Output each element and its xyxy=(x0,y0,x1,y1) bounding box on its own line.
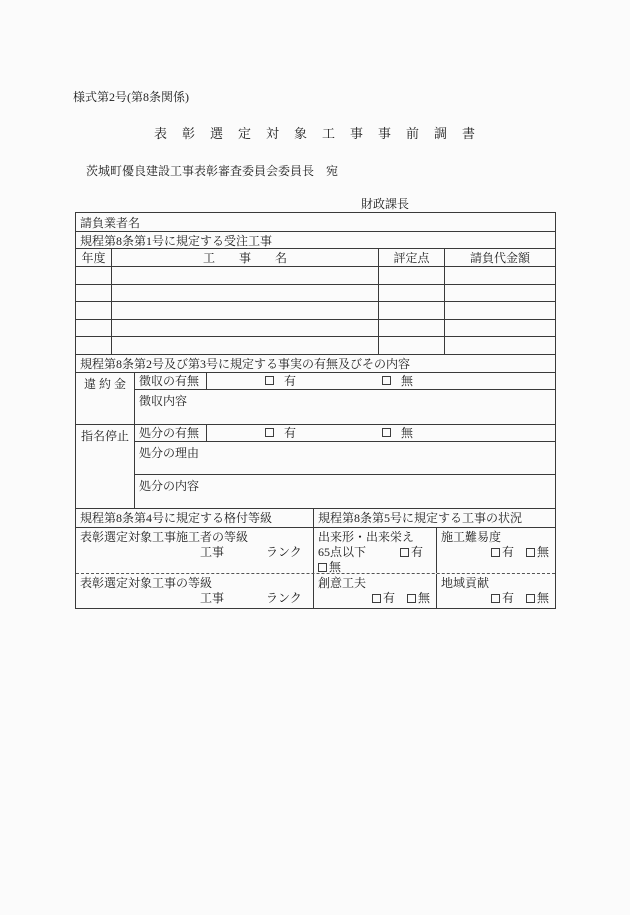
ingenuity-options xyxy=(318,591,436,606)
penalty-no-checkbox-icon[interactable] xyxy=(382,376,391,385)
quality-cell xyxy=(314,528,437,573)
ingenuity-cell xyxy=(314,574,437,608)
work-data-row xyxy=(76,302,555,320)
work-data-row xyxy=(76,285,555,303)
work-data-row xyxy=(76,320,555,338)
difficulty-yes-label: 有 xyxy=(501,544,514,559)
section2-header: 規程第8条第2号及び第3号に規定する事実の有無及びその内容 xyxy=(80,356,411,371)
quality-title: 出来形・出来栄え xyxy=(318,529,415,544)
penalty-detail-row xyxy=(135,390,555,424)
col-header-score: 評定点 xyxy=(379,249,445,266)
addressee-line: 茨城町優良建設工事表彰審査委員会委員長 宛 xyxy=(86,164,339,178)
work-name-cell xyxy=(112,302,379,319)
penalty-yes-option xyxy=(265,373,296,389)
work-name-cell xyxy=(112,267,379,284)
score-cell xyxy=(379,337,445,354)
difficulty-no-checkbox-icon[interactable] xyxy=(526,548,535,557)
main-form-table xyxy=(75,212,556,609)
community-no-checkbox-icon[interactable] xyxy=(526,594,535,603)
difficulty-yes-option xyxy=(491,545,514,560)
community-yes-label: 有 xyxy=(501,590,514,605)
ingenuity-yes-checkbox-icon[interactable] xyxy=(372,594,381,603)
quality-yes-label: 有 xyxy=(410,544,423,559)
ingenuity-no-option xyxy=(407,591,430,606)
difficulty-yes-checkbox-icon[interactable] xyxy=(491,548,500,557)
ingenuity-no-label: 無 xyxy=(417,590,430,605)
quality-no-checkbox-icon[interactable] xyxy=(318,563,327,572)
contractor-grade-rank-line xyxy=(80,545,313,560)
col-header-amount: 請負代金額 xyxy=(469,251,530,265)
contractor-grade-label: 表彰選定対象工事施工者の等級 xyxy=(80,529,249,544)
document-title: 表 彰 選 定 対 象 工 事 事 前 調 書 xyxy=(153,126,476,141)
section1-header: 規程第8条第1号に規定する受注工事 xyxy=(80,233,273,248)
suspension-reason-label: 処分の理由 xyxy=(139,445,200,460)
form-number: 様式第2号(第8条関係) xyxy=(73,90,189,104)
column-header-row xyxy=(76,249,555,267)
section1-header-row xyxy=(76,232,555,249)
rank-label: ランク xyxy=(266,590,302,605)
recipient-title: 財政課長 xyxy=(361,197,410,211)
difficulty-cell xyxy=(437,528,555,573)
suspension-presence-label: 処分の有無 xyxy=(135,425,207,441)
suspension-detail-row xyxy=(135,475,555,508)
section3-subrow-1 xyxy=(76,528,555,574)
score-cell xyxy=(379,320,445,337)
suspension-reason-row xyxy=(135,442,555,475)
amount-cell xyxy=(445,285,555,302)
community-options xyxy=(441,591,555,606)
work-label: 工事 xyxy=(200,590,225,605)
penalty-presence-row xyxy=(135,373,555,390)
suspension-no-checkbox-icon[interactable] xyxy=(382,428,391,437)
section3-right-header: 規程第8条第5号に規定する工事の状況 xyxy=(318,511,523,526)
suspension-yes-option xyxy=(265,425,296,441)
year-cell xyxy=(76,302,112,319)
ingenuity-yes-label: 有 xyxy=(382,590,395,605)
suspension-label: 指名停止 xyxy=(76,425,135,508)
year-cell xyxy=(76,320,112,337)
ingenuity-yes-option xyxy=(372,591,395,606)
community-yes-option xyxy=(491,591,514,606)
work-name-cell xyxy=(112,285,379,302)
suspension-yes-label: 有 xyxy=(284,426,297,441)
work-name-cell xyxy=(112,337,379,354)
penalty-yes-label: 有 xyxy=(284,374,297,389)
year-cell xyxy=(76,267,112,284)
penalty-presence-label: 徴収の有無 xyxy=(135,373,207,389)
community-title: 地域貢献 xyxy=(441,575,490,590)
difficulty-title: 施工難易度 xyxy=(441,529,502,544)
suspension-block xyxy=(76,425,555,509)
section3-subrow-2 xyxy=(76,574,555,608)
work-label: 工事 xyxy=(200,544,225,559)
quality-no-label: 無 xyxy=(329,559,342,573)
score-cell xyxy=(379,285,445,302)
amount-cell xyxy=(445,320,555,337)
contractor-grade-cell xyxy=(76,528,314,573)
work-grade-rank-line xyxy=(80,591,313,606)
difficulty-options xyxy=(441,545,555,560)
work-data-row xyxy=(76,267,555,285)
suspension-no-label: 無 xyxy=(401,426,414,441)
section2-header-row xyxy=(76,355,555,373)
suspension-no-option xyxy=(382,425,413,441)
suspension-presence-row xyxy=(135,425,555,442)
work-grade-cell xyxy=(76,574,314,608)
work-name-cell xyxy=(112,320,379,337)
community-cell xyxy=(437,574,555,608)
col-header-year: 年度 xyxy=(76,249,112,266)
difficulty-no-label: 無 xyxy=(536,544,549,559)
quality-threshold-label: 65点以下 xyxy=(318,544,367,559)
penalty-detail-label: 徴収内容 xyxy=(139,393,188,408)
penalty-no-label: 無 xyxy=(401,374,414,389)
ingenuity-title: 創意工夫 xyxy=(318,575,367,590)
quality-yes-checkbox-icon[interactable] xyxy=(400,548,409,557)
section3-header-row xyxy=(76,509,555,528)
difficulty-no-option xyxy=(526,545,549,560)
score-cell xyxy=(379,267,445,284)
suspension-options-cell xyxy=(207,425,555,441)
amount-cell xyxy=(445,302,555,319)
suspension-yes-checkbox-icon[interactable] xyxy=(265,428,274,437)
section3-left-header: 規程第8条第4号に規定する格付等級 xyxy=(76,509,314,527)
penalty-yes-checkbox-icon[interactable] xyxy=(265,376,274,385)
amount-cell xyxy=(445,337,555,354)
penalty-block xyxy=(76,373,555,425)
work-grade-label: 表彰選定対象工事の等級 xyxy=(80,575,213,590)
contractor-name-row xyxy=(76,213,555,232)
community-no-option xyxy=(526,591,549,606)
ingenuity-no-checkbox-icon[interactable] xyxy=(407,594,416,603)
community-yes-checkbox-icon[interactable] xyxy=(491,594,500,603)
quality-threshold-line xyxy=(318,545,436,560)
quality-no-option xyxy=(318,560,436,573)
community-no-label: 無 xyxy=(536,590,549,605)
penalty-label: 違 約 金 xyxy=(76,373,135,424)
score-cell xyxy=(379,302,445,319)
year-cell xyxy=(76,285,112,302)
penalty-options-cell xyxy=(207,373,555,389)
col-header-work-name: 工 事 名 xyxy=(112,249,379,266)
amount-cell xyxy=(445,267,555,284)
suspension-detail-label: 処分の内容 xyxy=(139,478,200,493)
work-data-row xyxy=(76,337,555,355)
quality-yes-option xyxy=(400,545,423,560)
contractor-name-label: 請負業者名 xyxy=(80,215,141,230)
year-cell xyxy=(76,337,112,354)
penalty-no-option xyxy=(382,373,413,389)
rank-label: ランク xyxy=(266,544,302,559)
